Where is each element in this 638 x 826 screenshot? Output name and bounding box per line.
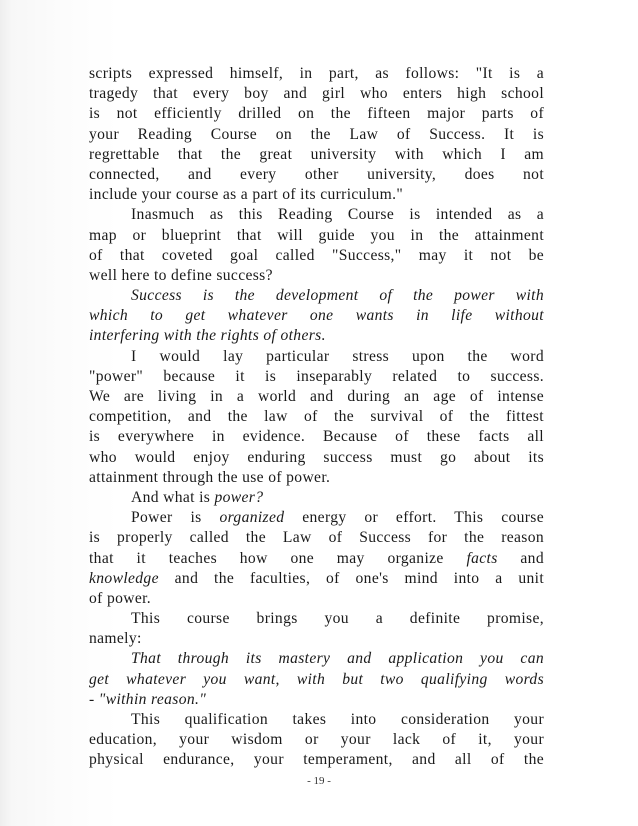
text-run: And what is — [131, 488, 215, 506]
italic-run: - "within reason." — [89, 690, 207, 708]
text-run: education, your wisdom or your lack of it, your — [89, 731, 544, 749]
text-run: include your course as a part of its curriculum." — [89, 186, 404, 204]
text-line — [89, 64, 544, 84]
text-run: "power" because it is inseparably related to success. — [89, 367, 544, 385]
text-line — [89, 407, 544, 427]
text-run: and — [497, 549, 544, 567]
text-line — [89, 226, 544, 246]
text-line — [89, 266, 544, 286]
page-number: - 19 - — [307, 775, 331, 787]
text-line — [89, 549, 544, 569]
italic-run: organized — [219, 509, 285, 527]
text-run: Inasmuch as this Reading Course is intended as a — [131, 206, 544, 224]
italic-run: which to get whatever one wants in life without — [89, 307, 544, 325]
text-line — [89, 387, 544, 407]
text-line — [89, 649, 544, 669]
text-line — [89, 569, 544, 589]
text-line — [89, 185, 544, 205]
text-line — [89, 609, 544, 629]
italic-run: power? — [214, 488, 264, 506]
text-line — [89, 730, 544, 750]
text-line — [89, 508, 544, 528]
text-line — [89, 488, 544, 508]
text-line — [89, 690, 544, 710]
text-line — [89, 145, 544, 165]
text-run: of power. — [89, 589, 152, 607]
text-line — [89, 286, 544, 306]
body-text — [89, 64, 544, 771]
text-run: attainment through the use of power. — [89, 468, 331, 486]
text-line — [89, 448, 544, 468]
text-line — [89, 528, 544, 548]
text-line — [89, 246, 544, 266]
text-run: of that coveted goal called "Success," may it not be — [89, 246, 544, 264]
text-line — [89, 367, 544, 387]
text-run: who would enjoy enduring success must go about its — [89, 448, 544, 466]
text-run: competition, and the law of the survival of the fittest — [89, 408, 544, 426]
text-line — [89, 670, 544, 690]
text-run: map or blueprint that will guide you in the attainment — [89, 226, 544, 244]
text-run: is not efficiently drilled on the fifteen major parts of — [89, 105, 544, 123]
text-run: This course brings you a definite promise, — [131, 610, 544, 628]
text-run: well here to define success? — [89, 266, 273, 284]
text-run: energy or effort. This course — [284, 509, 544, 527]
text-run: is properly called the Law of Success for the reason — [89, 529, 544, 547]
text-line — [89, 347, 544, 367]
text-run: connected, and every other university, does not — [89, 165, 544, 183]
text-line — [89, 165, 544, 185]
text-line — [89, 104, 544, 124]
text-run: physical endurance, your temperament, and all of the — [89, 751, 544, 769]
text-line — [89, 326, 544, 346]
text-line — [89, 125, 544, 145]
text-run: and the faculties, of one's mind into a unit — [158, 569, 544, 587]
italic-run: Success is the development of the power with — [131, 287, 544, 305]
italic-run: knowledge — [89, 569, 159, 587]
text-line — [89, 306, 544, 326]
text-line — [89, 750, 544, 770]
italic-run: get whatever you want, with but two qualifying words — [89, 670, 544, 688]
italic-run: interfering with the rights of others. — [89, 327, 326, 345]
text-run: is everywhere in evidence. Because of these facts all — [89, 428, 544, 446]
text-run: your Reading Course on the Law of Success. It is — [89, 125, 544, 143]
text-run: namely: — [89, 630, 142, 648]
italic-run: facts — [466, 549, 498, 567]
text-line — [89, 710, 544, 730]
text-line — [89, 84, 544, 104]
text-run: regrettable that the great university with which I am — [89, 145, 544, 163]
text-line — [89, 468, 544, 488]
italic-run: That through its mastery and application you can — [131, 650, 544, 668]
text-run: tragedy that every boy and girl who enters high school — [89, 85, 544, 103]
text-run: scripts expressed himself, in part, as follows: "It is a — [89, 65, 544, 82]
text-line — [89, 205, 544, 225]
text-line — [89, 589, 544, 609]
text-run: that it teaches how one may organize — [89, 549, 467, 567]
text-run: We are living in a world and during an age of intense — [89, 388, 544, 405]
text-line — [89, 629, 544, 649]
text-run: I would lay particular stress upon the word — [131, 347, 544, 365]
text-run: Power is — [131, 509, 220, 527]
text-line — [89, 427, 544, 447]
text-run: This qualification takes into consideration your — [131, 711, 544, 728]
